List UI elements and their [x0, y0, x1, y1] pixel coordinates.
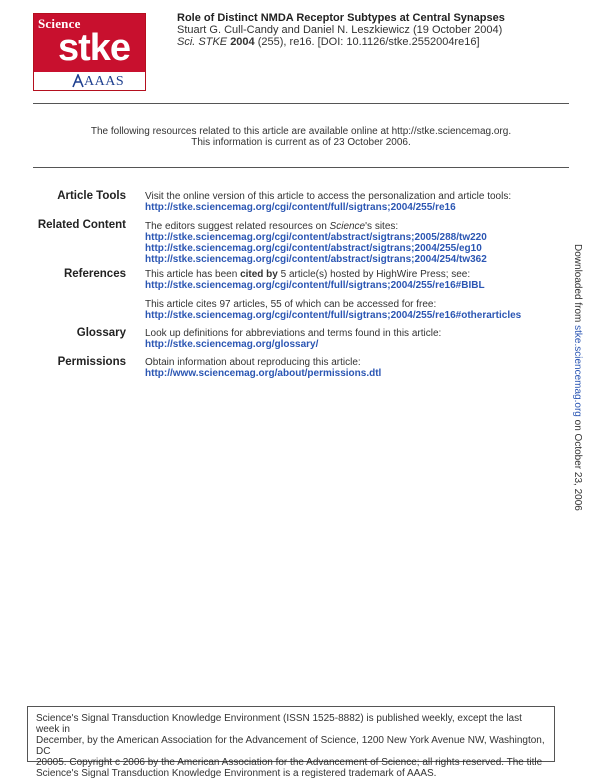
related-text-before: The editors suggest related resources on [145, 221, 330, 232]
article-citation [177, 36, 505, 48]
footer-line-3: 20005. Copyright c 2006 by the American Association for the Advancement of Science; all rights reserved. The title [36, 757, 543, 768]
logo-stke-text: stke [58, 27, 131, 69]
article-tools-content [145, 191, 511, 213]
logo-red-band [34, 14, 145, 72]
glossary-label: Glossary [76, 327, 126, 339]
journal-name: Sci. STKE [177, 36, 228, 48]
permissions-link[interactable]: http://www.sciencemag.org/about/permissions.dtl [145, 368, 382, 379]
references-cites-text: This article cites 97 articles, 55 of which can be accessed for free: [145, 299, 437, 310]
permissions-text: Obtain information about reproducing this article: [145, 357, 361, 368]
footer-line-2: December, by the American Association for the Advancement of Science, 1200 New York Avenue NW, Washington, DC [36, 735, 545, 757]
references-label: References [63, 268, 126, 280]
article-tools-label: Article Tools [57, 190, 126, 202]
side-note-after: on October 23, 2006 [572, 416, 583, 511]
references-bibl-link[interactable]: http://stke.sciencemag.org/cgi/content/full/sigtrans;2004/255/re16#BIBL [145, 280, 485, 291]
side-note-before: Downloaded from [572, 244, 583, 326]
cited-text-before: This article has been [145, 269, 241, 280]
copyright-footer [27, 706, 555, 779]
resources-notice [33, 126, 569, 148]
related-text-science: Science [329, 221, 366, 232]
cited-by-bold: cited by [240, 269, 278, 280]
permissions-label: Permissions [57, 356, 126, 368]
references-spacer [145, 291, 521, 299]
aaas-mark-icon [72, 74, 84, 88]
glossary-content [145, 328, 441, 350]
article-authors: Stuart G. Cull-Candy and Daniel N. Leszkiewicz (19 October 2004) [177, 24, 503, 36]
footer-line-1: Science's Signal Transduction Knowledge Environment (ISSN 1525-8882) is published weekly, except the last week in [36, 713, 522, 735]
article-tools-text: Visit the online version of this article to access the personalization and article tools: [145, 191, 512, 202]
glossary-text: Look up definitions for abbreviations and terms found in this article: [145, 328, 442, 339]
references-otherarticles-link[interactable]: http://stke.sciencemag.org/cgi/content/full/sigtrans;2004/255/re16#otherarticles [145, 310, 522, 321]
article-tools-link[interactable]: http://stke.sciencemag.org/cgi/content/full/sigtrans;2004/255/re16 [145, 202, 456, 213]
notice-line-1: The following resources related to this article are available online at http://stke.sciencemag.org. [90, 126, 512, 137]
citation-details: (255), re16. [DOI: 10.1126/stke.2552004re16] [257, 36, 480, 48]
references-cited-text [145, 269, 521, 280]
science-stke-logo[interactable] [33, 13, 146, 91]
logo-science-text: Science [38, 16, 81, 31]
related-link-3[interactable]: http://stke.sciencemag.org/cgi/content/abstract/sigtrans;2004/254/tw362 [145, 254, 487, 265]
related-content-text [145, 221, 487, 232]
related-link-2[interactable]: http://stke.sciencemag.org/cgi/content/abstract/sigtrans;2004/255/eg10 [145, 243, 482, 254]
logo-aaas-text: AAAS [84, 74, 125, 89]
references-content [145, 269, 521, 321]
notice-line-2: This information is current as of 23 October 2006. [191, 137, 411, 148]
footer-line-4: Science's Signal Transduction Knowledge Environment is a registered trademark of AAAS. [36, 768, 437, 779]
middle-divider [33, 167, 569, 168]
citation-year: 2004 [230, 36, 255, 48]
article-header [177, 12, 505, 48]
cited-text-after: 5 article(s) hosted by HighWire Press; see: [277, 269, 471, 280]
permissions-content [145, 357, 381, 379]
glossary-link[interactable]: http://stke.sciencemag.org/glossary/ [145, 339, 319, 350]
download-side-note [572, 244, 583, 511]
article-title: Role of Distinct NMDA Receptor Subtypes at Central Synapses [177, 12, 505, 24]
related-content-label: Related Content [37, 219, 126, 231]
related-content-content [145, 221, 487, 265]
side-note-site-link[interactable]: stke.sciencemag.org [572, 325, 583, 417]
top-divider [33, 103, 569, 104]
related-link-1[interactable]: http://stke.sciencemag.org/cgi/content/abstract/sigtrans;2005/288/tw220 [145, 232, 487, 243]
related-text-after: 's sites: [365, 221, 399, 232]
